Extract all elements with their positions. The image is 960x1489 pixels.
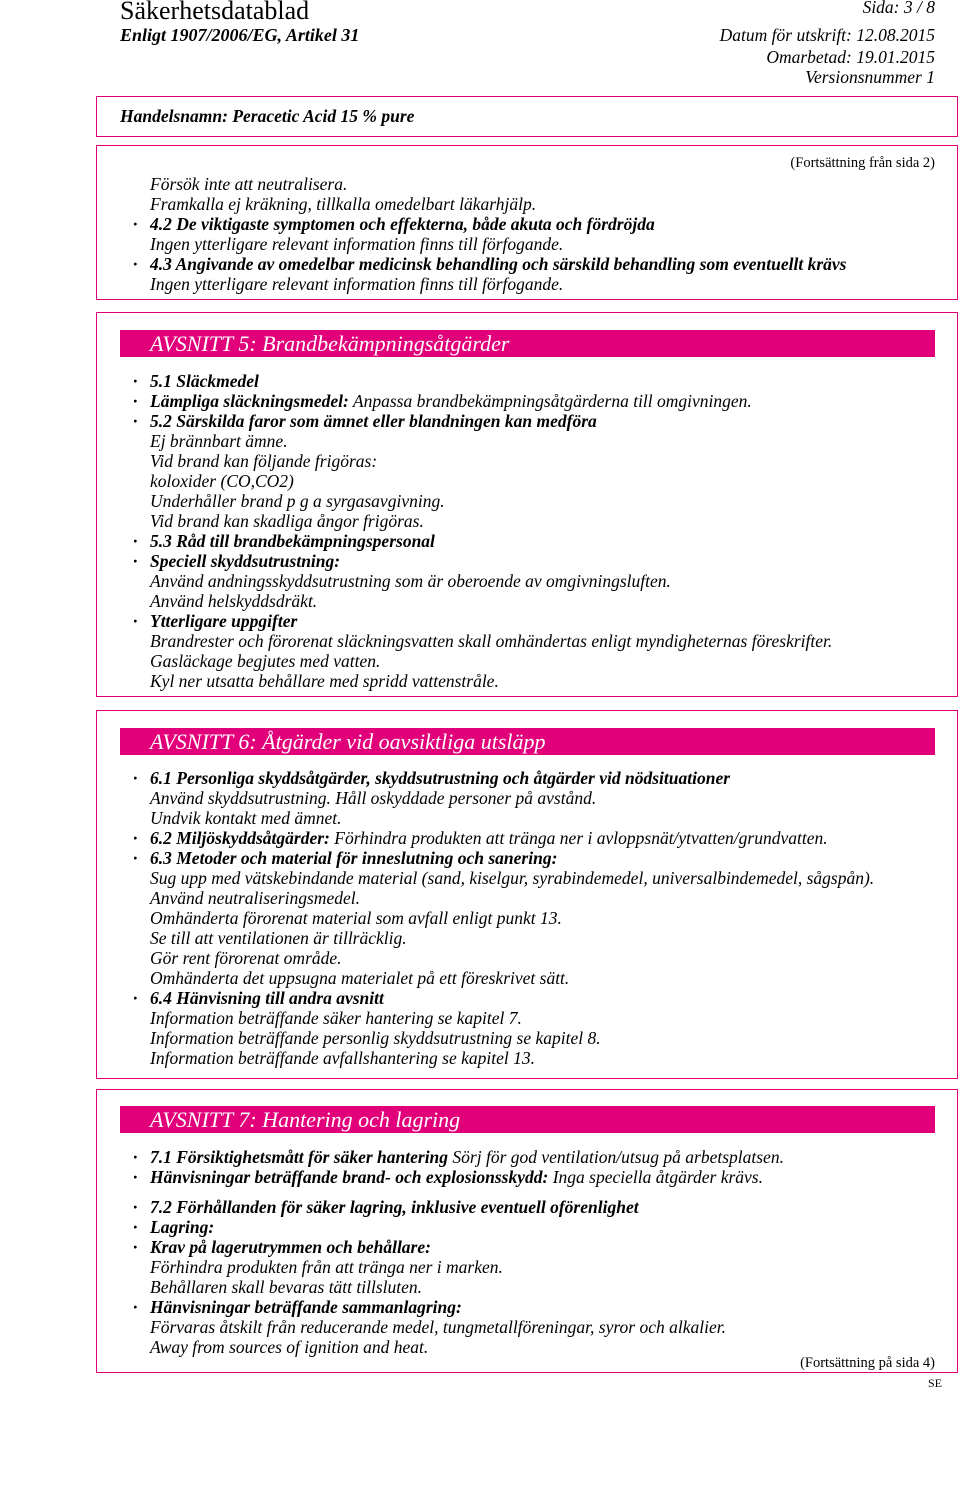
field-line [150, 1297, 784, 1317]
field-value: Förhindra produkten att tränga ner i avloppsnät/ytvatten/grundvatten. [334, 828, 828, 848]
subsection-heading [150, 254, 846, 274]
field-line [150, 391, 832, 411]
document-title: Säkerhetsdatablad [120, 0, 310, 25]
revision-date: Omarbetad: 19.01.2015 [766, 47, 935, 67]
section-5 [96, 312, 958, 697]
field-label: 7.1 Försiktighetsmått för säker hantering [150, 1147, 449, 1167]
subsection-heading [150, 848, 874, 868]
section-body [150, 174, 846, 294]
text-line: Se till att ventilationen är tillräcklig. [150, 928, 407, 948]
text-line: Försök inte att neutralisera. [150, 174, 348, 194]
field-line [150, 551, 832, 571]
section-body [150, 768, 874, 1068]
field-value: Sörj för god ventilation/utsug på arbetsplatsen. [452, 1147, 784, 1167]
text-line: Ej brännbart ämne. [150, 431, 288, 451]
text-line: Vid brand kan skadliga ångor frigöras. [150, 511, 424, 531]
trade-name: Handelsnamn: Peracetic Acid 15 % pure [120, 106, 415, 126]
text-line: Ingen ytterligare relevant information finns till förfogande. [150, 234, 564, 254]
text-line: Away from sources of ignition and heat. [150, 1337, 429, 1357]
subsection-heading-label: 5.2 Särskilda faror som ämnet eller blandningen kan medföra [150, 411, 597, 431]
text-line: koloxider (CO,CO2) [150, 471, 294, 491]
text-line: Undvik kontakt med ämnet. [150, 808, 342, 828]
section-body [150, 371, 832, 691]
text-line: Omhänderta det uppsugna materialet på ett föreskrivet sätt. [150, 968, 570, 988]
text-line: Brandrester och förorenat släckningsvatten skall omhändertas enligt myndigheternas föreskrifter. [150, 631, 833, 651]
subsection-heading [150, 768, 874, 788]
field-line [150, 1237, 784, 1257]
text-line: Framkalla ej kräkning, tillkalla omedelbart läkarhjälp. [150, 194, 537, 214]
subsection-heading [150, 1197, 784, 1217]
field-label: Hänvisningar beträffande sammanlagring: [150, 1297, 462, 1317]
subsection-heading-label: 5.3 Råd till brandbekämpningspersonal [150, 531, 435, 551]
field-value: Inga speciella åtgärder krävs. [552, 1167, 763, 1187]
spacer [150, 1187, 784, 1197]
text-line: Använd andningsskyddsutrustning som är oberoende av omgivningsluften. [150, 571, 671, 591]
field-value: Anpassa brandbekämpningsåtgärderna till omgivningen. [352, 391, 752, 411]
field-label: 6.2 Miljöskyddsåtgärder: [150, 828, 330, 848]
subsection-heading [150, 411, 832, 431]
text-line: Information beträffande säker hantering se kapitel 7. [150, 1008, 522, 1028]
subsection-heading [150, 531, 832, 551]
field-line [150, 1147, 784, 1167]
regulation-reference: Enligt 1907/2006/EG, Artikel 31 [120, 25, 360, 45]
field-label: Hänvisningar beträffande brand- och explosionsskydd: [150, 1167, 549, 1187]
subsection-heading-label: 4.3 Angivande av omedelbar medicinsk behandling och särskild behandling som eventuellt krävs [150, 254, 847, 274]
text-line: Gasläckage begjutes med vatten. [150, 651, 381, 671]
field-line [150, 1167, 784, 1187]
continued-from-note: (Fortsättning från sida 2) [790, 155, 935, 171]
subsection-heading [150, 214, 846, 234]
field-label: Ytterligare uppgifter [150, 611, 298, 631]
subsection-heading-label: 7.2 Förhållanden för säker lagring, inklusive eventuell oförenlighet [150, 1197, 639, 1217]
section-title: AVSNITT 6: Åtgärder vid oavsiktliga utsläpp [120, 728, 935, 755]
text-line: Använd neutraliseringsmedel. [150, 888, 360, 908]
trade-name-box [96, 96, 958, 137]
country-code: SE [927, 1376, 942, 1390]
version-number: Versionsnummer 1 [805, 67, 935, 87]
field-line [150, 611, 832, 631]
subsection-heading-label: 6.4 Hänvisning till andra avsnitt [150, 988, 384, 1008]
text-line: Kyl ner utsatta behållare med spridd vattenstråle. [150, 671, 499, 691]
subsection-heading-label: 5.1 Släckmedel [150, 371, 259, 391]
section-body [150, 1147, 784, 1357]
field-line [150, 1217, 784, 1237]
section-6 [96, 710, 958, 1079]
page-number: Sida: 3 / 8 [862, 0, 935, 17]
text-line: Gör rent förorenat område. [150, 948, 342, 968]
section-4-continuation [96, 145, 958, 300]
text-line: Information beträffande avfallshantering se kapitel 13. [150, 1048, 535, 1068]
field-line [150, 828, 874, 848]
field-label: Lagring: [150, 1217, 215, 1237]
field-label: Speciell skyddsutrustning: [150, 551, 341, 571]
text-line: Ingen ytterligare relevant information finns till förfogande. [150, 274, 564, 294]
subsection-heading [150, 371, 832, 391]
text-line: Sug upp med vätskebindande material (sand, kiselgur, syrabindemedel, universalbindemedel, sågspån). [150, 868, 875, 888]
section-7 [96, 1089, 958, 1373]
text-line: Använd helskyddsdräkt. [150, 591, 318, 611]
text-line: Använd skyddsutrustning. Håll oskyddade personer på avstånd. [150, 788, 597, 808]
text-line: Vid brand kan följande frigöras: [150, 451, 378, 471]
continued-on-note: (Fortsättning på sida 4) [800, 1355, 935, 1371]
field-label: Krav på lagerutrymmen och behållare: [150, 1237, 431, 1257]
text-line: Omhänderta förorenat material som avfall enligt punkt 13. [150, 908, 562, 928]
text-line: Information beträffande personlig skyddsutrustning se kapitel 8. [150, 1028, 601, 1048]
subsection-heading-label: 6.3 Metoder och material för inneslutning och sanering: [150, 848, 558, 868]
section-title: AVSNITT 7: Hantering och lagring [120, 1106, 935, 1133]
print-date: Datum för utskrift: 12.08.2015 [719, 25, 935, 45]
subsection-heading [150, 988, 874, 1008]
subsection-heading-label: 6.1 Personliga skyddsåtgärder, skyddsutrustning och åtgärder vid nödsituationer [150, 768, 731, 788]
text-line: Förhindra produkten från att tränga ner i marken. [150, 1257, 503, 1277]
field-label: Lämpliga släckningsmedel: [150, 391, 349, 411]
text-line: Underhåller brand p g a syrgasavgivning. [150, 491, 445, 511]
text-line: Behållaren skall bevaras tätt tillsluten. [150, 1277, 423, 1297]
section-title: AVSNITT 5: Brandbekämpningsåtgärder [120, 330, 935, 357]
subsection-heading-label: 4.2 De viktigaste symptomen och effekterna, både akuta och fördröjda [150, 214, 655, 234]
text-line: Förvaras åtskilt från reducerande medel, tungmetallföreningar, syror och alkalier. [150, 1317, 726, 1337]
